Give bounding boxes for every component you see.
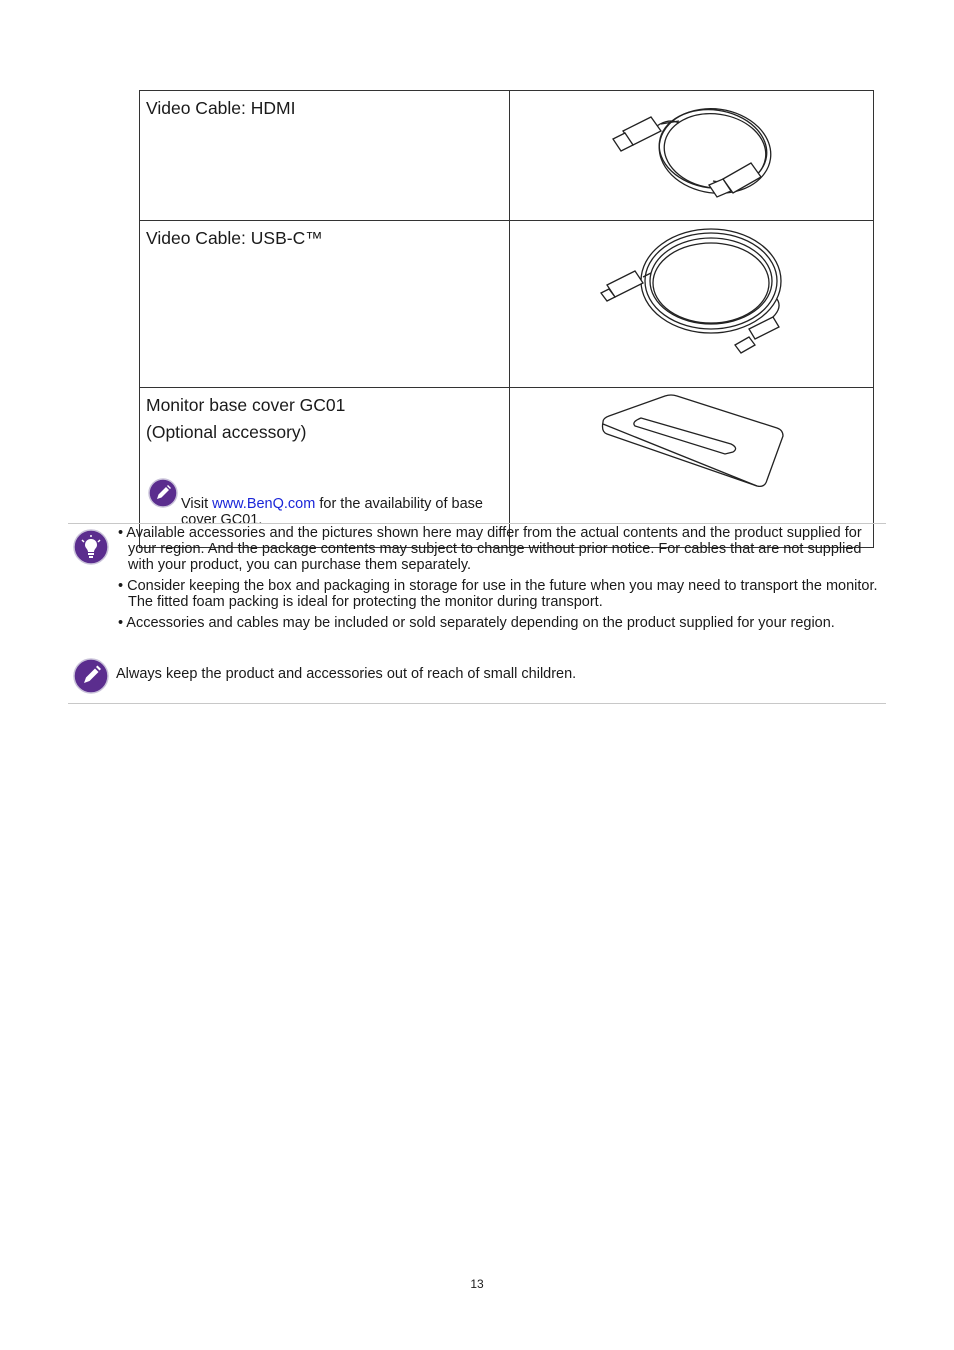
tip-list <box>116 525 886 636</box>
hdmi-cable-icon <box>511 91 873 210</box>
list-item: • Consider keeping the box and packaging in storage for use in the future when you may need to transport the monitor. The fitted foam packing is ideal for protecting the monitor during transport. <box>118 578 878 610</box>
accessory-name-text: Video Cable: HDMI <box>146 98 296 118</box>
availability-note-text <box>148 478 488 528</box>
availability-note <box>148 478 488 528</box>
warning-text: Always keep the product and accessories out of reach of small children. <box>116 666 577 682</box>
table-row <box>140 91 874 221</box>
accessory-name <box>140 221 510 388</box>
accessories-table <box>139 90 874 548</box>
accessory-name-line: (Optional accessory) <box>146 422 307 442</box>
accessory-name-line: Monitor base cover GC01 <box>146 395 346 415</box>
page-number: 13 <box>470 1277 484 1291</box>
accessory-name <box>140 91 510 221</box>
accessory-picture <box>510 221 874 388</box>
list-item: • Accessories and cables may be included or sold separately depending on the product supplied for your region. <box>118 615 835 631</box>
usb-c-cable-icon <box>511 221 873 377</box>
pencil-note-icon <box>73 658 109 694</box>
accessory-name-text: Video Cable: USB-C™ <box>146 228 323 248</box>
benq-link[interactable]: www.BenQ.com <box>212 496 316 512</box>
accessory-picture <box>510 91 874 221</box>
note-suffix: for the availability of base cover GC01. <box>181 496 483 528</box>
base-cover-icon <box>511 388 873 498</box>
note-prefix: Visit <box>181 496 213 512</box>
list-item: • Available accessories and the pictures shown here may differ from the actual contents and the product supplied for your region. And the package contents may subject to change without prior notice. For cables that are not supplied with your product, you can purchase them separately. <box>118 525 862 573</box>
lightbulb-tip-icon <box>73 529 109 565</box>
pencil-note-icon <box>148 478 178 508</box>
table-row <box>140 221 874 388</box>
notes-block <box>68 523 886 704</box>
